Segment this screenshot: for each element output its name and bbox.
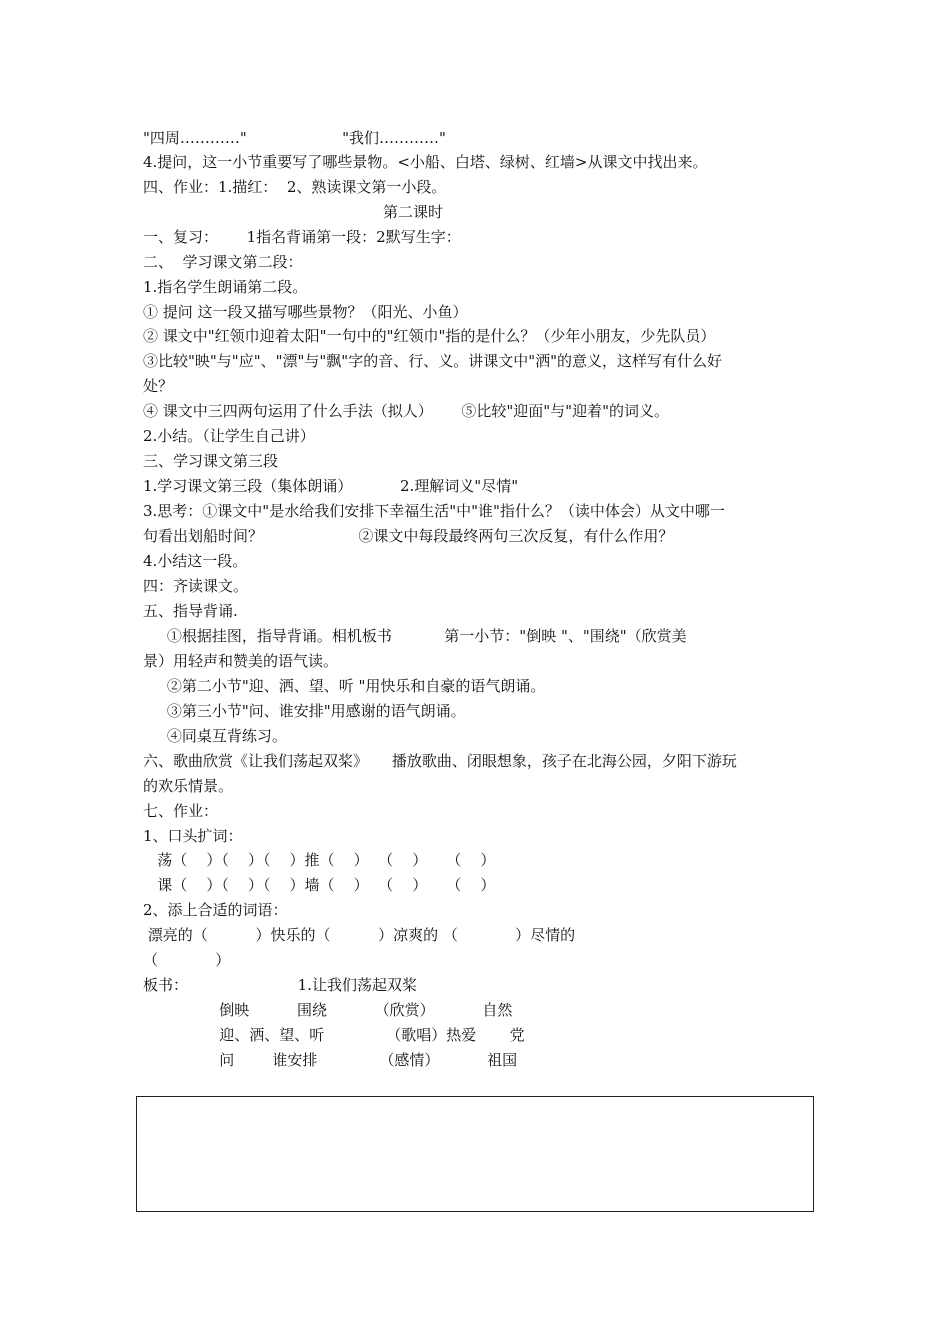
- text-line: ① 提问 这一段又描写哪些景物？（阳光、小鱼）: [143, 303, 468, 321]
- text-line: 七、作业：: [143, 802, 219, 820]
- text-line: 2.小结。（让学生自己讲）: [143, 427, 315, 445]
- text-line: 问 谁安排 （感情） 祖国: [143, 1051, 518, 1069]
- text-line: 1.指名学生朗诵第二段。: [143, 278, 308, 296]
- text-line: ④ 课文中三四两句运用了什么手法（拟人） ⑤比较"迎面"与"迎着"的词义。: [143, 402, 669, 420]
- text-line: 三、学习课文第三段: [143, 452, 279, 470]
- text-line: 的欢乐情景。: [143, 777, 234, 795]
- text-line: ③比较"映"与"应"、"漂"与"飘"字的音、行、义。讲课文中"洒"的意义，这样写有什么好: [143, 352, 722, 370]
- text-line: ② 课文中"红领巾迎着太阳"一句中的"红领巾"指的是什么？（少年小朋友，少先队员）: [143, 327, 716, 345]
- text-line: 处？: [143, 377, 174, 395]
- text-line: 四、作业：1.描红： 2、熟读课文第一小段。: [143, 178, 447, 196]
- text-line: ①根据挂图，指导背诵。相机板书 第一小节："倒映 "、"围绕"（欣赏美: [143, 627, 687, 645]
- text-line: 4.小结这一段。: [143, 552, 248, 570]
- text-line: 1、口头扩词：: [143, 827, 243, 845]
- text-line: 1.学习课文第三段（集体朗诵） 2.理解词义"尽情": [143, 477, 519, 495]
- text-line: 句看出划船时间？ ②课文中每段最终两句三次反复，有什么作用？: [143, 527, 674, 545]
- text-line: ④同桌互背练习。: [143, 727, 287, 745]
- text-line: 五、指导背诵.: [143, 602, 238, 620]
- text-line: 四：齐读课文。: [143, 577, 249, 595]
- text-line: "四周…………" "我们…………": [143, 129, 446, 147]
- text-line: 4.提问，这一小节重要写了哪些景物。<小船、白塔、绿树、红墙>从课文中找出来。: [143, 153, 708, 171]
- text-line: 迎、洒、望、听 （歌唱）热爱 党: [143, 1026, 525, 1044]
- text-line: 一、复习： 1指名背诵第一段：2默写生字：: [143, 228, 461, 246]
- text-line: ②第二小节"迎、洒、望、听 "用快乐和自豪的语气朗诵。: [143, 677, 546, 695]
- text-line: 漂亮的（ ）快乐的（ ）凉爽的 （ ）尽情的: [143, 926, 576, 944]
- text-line: 3.思考：①课文中"是水给我们安排下幸福生活"中"谁"指什么？（读中体会）从文中哪一: [143, 502, 725, 520]
- text-line: 2、添上合适的词语：: [143, 901, 288, 919]
- text-line: （ ）: [143, 951, 231, 969]
- text-line: ③第三小节"问、谁安排"用感谢的语气朗诵。: [143, 702, 466, 720]
- empty-notes-box: [136, 1096, 814, 1212]
- section-heading: 第二课时: [382, 203, 443, 221]
- text-line: 课（ ）（ ）（ ）墙（ ） （ ） （ ）: [143, 876, 496, 894]
- text-line: 荡（ ）（ ）（ ）推（ ） （ ） （ ）: [143, 851, 496, 869]
- text-line: 六、歌曲欣赏《让我们荡起双桨》 播放歌曲、闭眼想象，孩子在北海公园，夕阳下游玩: [143, 752, 737, 770]
- text-line: 倒映 围绕 （欣赏） 自然: [143, 1001, 513, 1019]
- text-line: 二、 学习课文第二段：: [143, 253, 303, 271]
- text-line: 板书： 1.让我们荡起双桨: [143, 976, 417, 994]
- text-line: 景）用轻声和赞美的语气读。: [143, 652, 339, 670]
